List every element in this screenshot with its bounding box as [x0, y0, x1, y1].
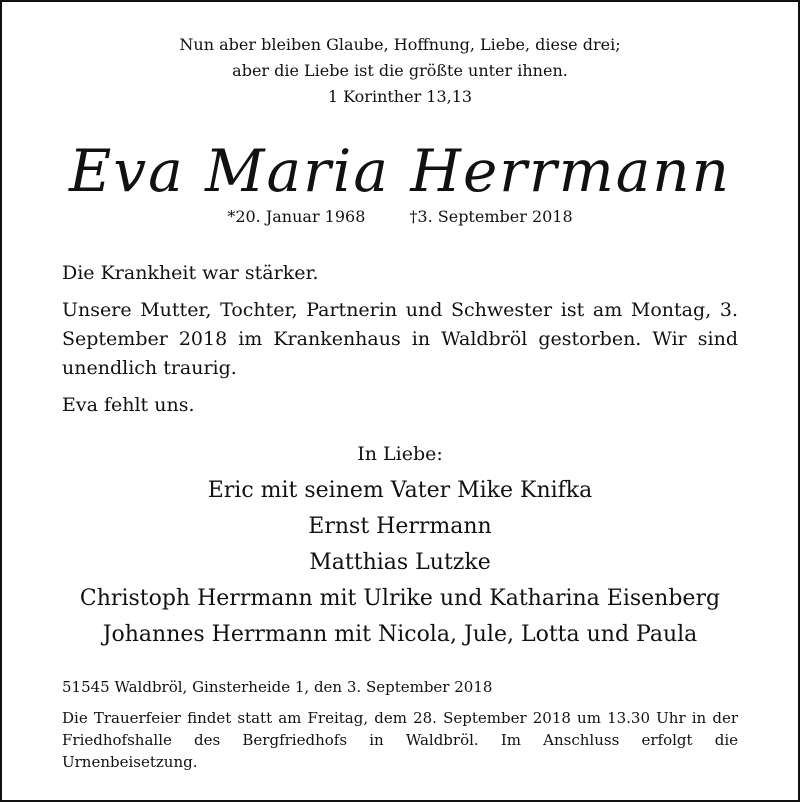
- mourner-name: Eric mit seinem Vater Mike Knifka: [207, 478, 593, 503]
- mourner-name: Christoph Herrmann mit Ulrike und Katharina Eisenberg: [79, 586, 721, 611]
- message-paragraph-1: Die Krankheit war stärker.: [62, 262, 319, 284]
- verse-line-2: aber die Liebe ist die größte unter ihnen.: [232, 61, 568, 80]
- family-address: 51545 Waldbröl, Ginsterheide 1, den 3. September 2018: [62, 678, 493, 696]
- message-paragraph-2: Unsere Mutter, Tochter, Partnerin und Schwester ist am Montag, 3. September 2018 im Krankenhaus in Waldbröl gestorben. Wir sind unendlich traurig.: [62, 299, 738, 379]
- mourner-name: Johannes Herrmann mit Nicola, Jule, Lotta und Paula: [102, 622, 698, 647]
- death-date: †3. September 2018: [409, 207, 573, 226]
- deceased-name: Eva Maria Herrmann: [68, 137, 732, 205]
- mourner-name: Ernst Herrmann: [308, 514, 492, 539]
- birth-date: *20. Januar 1968: [227, 207, 366, 226]
- life-dates: [0, 205, 800, 229]
- funeral-details: Die Trauerfeier findet statt am Freitag, dem 28. September 2018 um 13.30 Uhr in der Friedhofshalle des Bergfriedhofs in Waldbröl. Im Anschluss erfolgt die Urnenbeisetzung.: [62, 709, 738, 771]
- mourner-name: Matthias Lutzke: [309, 550, 491, 575]
- mourners-list: [0, 473, 800, 653]
- verse-line-1: Nun aber bleiben Glaube, Hoffnung, Liebe, diese drei;: [179, 35, 621, 54]
- mourners-intro: In Liebe:: [357, 443, 443, 465]
- obituary-message: [62, 259, 738, 420]
- verse-source: 1 Korinther 13,13: [327, 87, 473, 106]
- bible-verse: [0, 32, 800, 110]
- message-paragraph-3: Eva fehlt uns.: [62, 394, 195, 416]
